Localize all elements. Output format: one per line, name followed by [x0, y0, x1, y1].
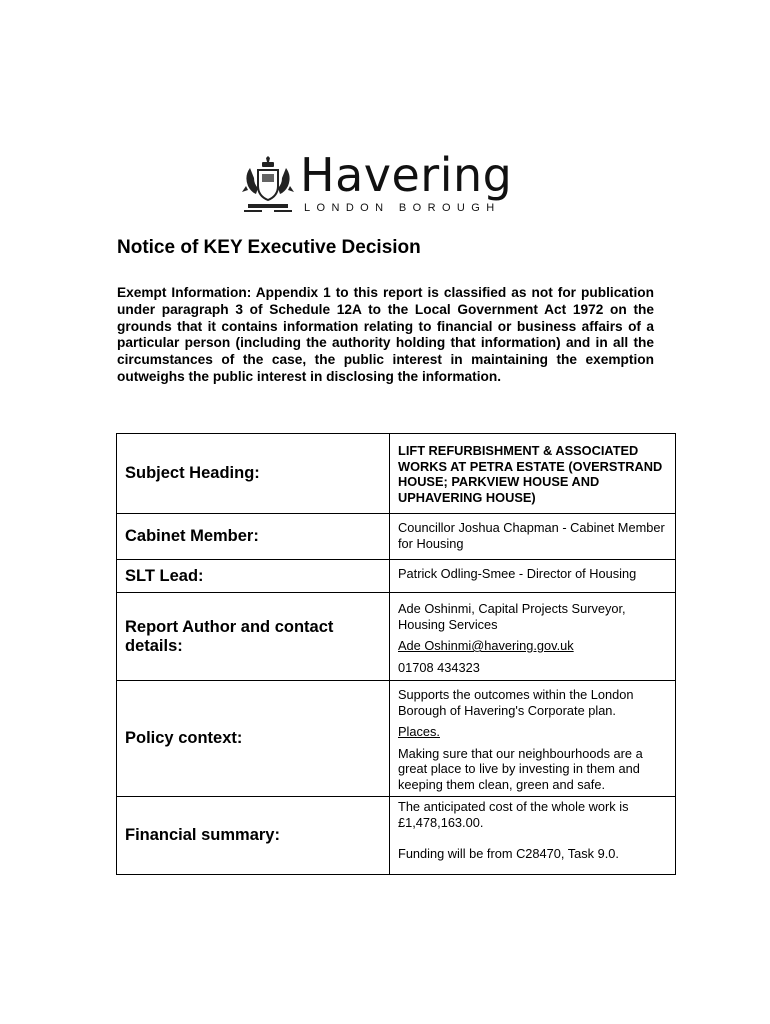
table-row-cabinet [117, 514, 676, 560]
cabinet-text: Councillor Joshua Chapman - Cabinet Member for Housing [398, 520, 665, 551]
table-row-financial [117, 797, 676, 875]
financial-value [390, 797, 676, 875]
financial-cost: The anticipated cost of the whole work is £1,478,163.00. [398, 799, 629, 830]
slt-text: Patrick Odling-Smee - Director of Housing [398, 566, 637, 581]
table-row-slt [117, 560, 676, 593]
table-row-author [117, 593, 676, 681]
slt-value [390, 560, 676, 593]
policy-label: Policy context: [117, 681, 390, 797]
document-title: Notice of KEY Executive Decision [117, 237, 421, 258]
subject-text: LIFT REFURBISHMENT & ASSOCIATED WORKS AT PETRA ESTATE (OVERSTRAND HOUSE; PARKVIEW HOUSE AND UPHAVERING HOUSE) [398, 443, 663, 505]
cabinet-label: Cabinet Member: [117, 514, 390, 560]
policy-line-2: Making sure that our neighbourhoods are a great place to live by investing in them and keeping them clean, green and safe. [398, 745, 643, 792]
author-label: Report Author and contact details: [117, 593, 390, 681]
policy-line-1: Supports the outcomes within the London Borough of Havering's Corporate plan. [398, 687, 634, 718]
policy-places: Places. [398, 724, 440, 739]
table-row-policy [117, 681, 676, 797]
author-email-link[interactable]: Ade Oshinmi@havering.gov.uk [398, 638, 574, 653]
table-row-subject [117, 434, 676, 514]
havering-logo [242, 148, 522, 220]
brand-name: Havering [300, 148, 513, 202]
financial-funding: Funding will be from C28470, Task 9.0. [398, 846, 619, 861]
subject-label: Subject Heading: [117, 434, 390, 514]
author-value [390, 593, 676, 681]
cabinet-value [390, 514, 676, 560]
brand-subtitle: LONDON BOROUGH [304, 202, 501, 214]
author-phone: 01708 434323 [398, 659, 480, 675]
slt-label: SLT Lead: [117, 560, 390, 593]
policy-value [390, 681, 676, 797]
exempt-information: Exempt Information: Appendix 1 to this report is classified as not for publication under paragraph 3 of Schedule 12A to the Local Government Act 1972 on the grounds that it contains information relating to financial or business affairs of a particular person (including the authority holding that information) and in all the circumstances of the case, the public interest in maintaining the exemption outweighs the public interest in disclosing the information. [117, 285, 654, 384]
subject-value [390, 434, 676, 514]
decision-table [116, 433, 676, 875]
coat-of-arms-icon [242, 156, 294, 216]
author-name: Ade Oshinmi, Capital Projects Surveyor, Housing Services [398, 601, 626, 632]
financial-label: Financial summary: [117, 797, 390, 875]
